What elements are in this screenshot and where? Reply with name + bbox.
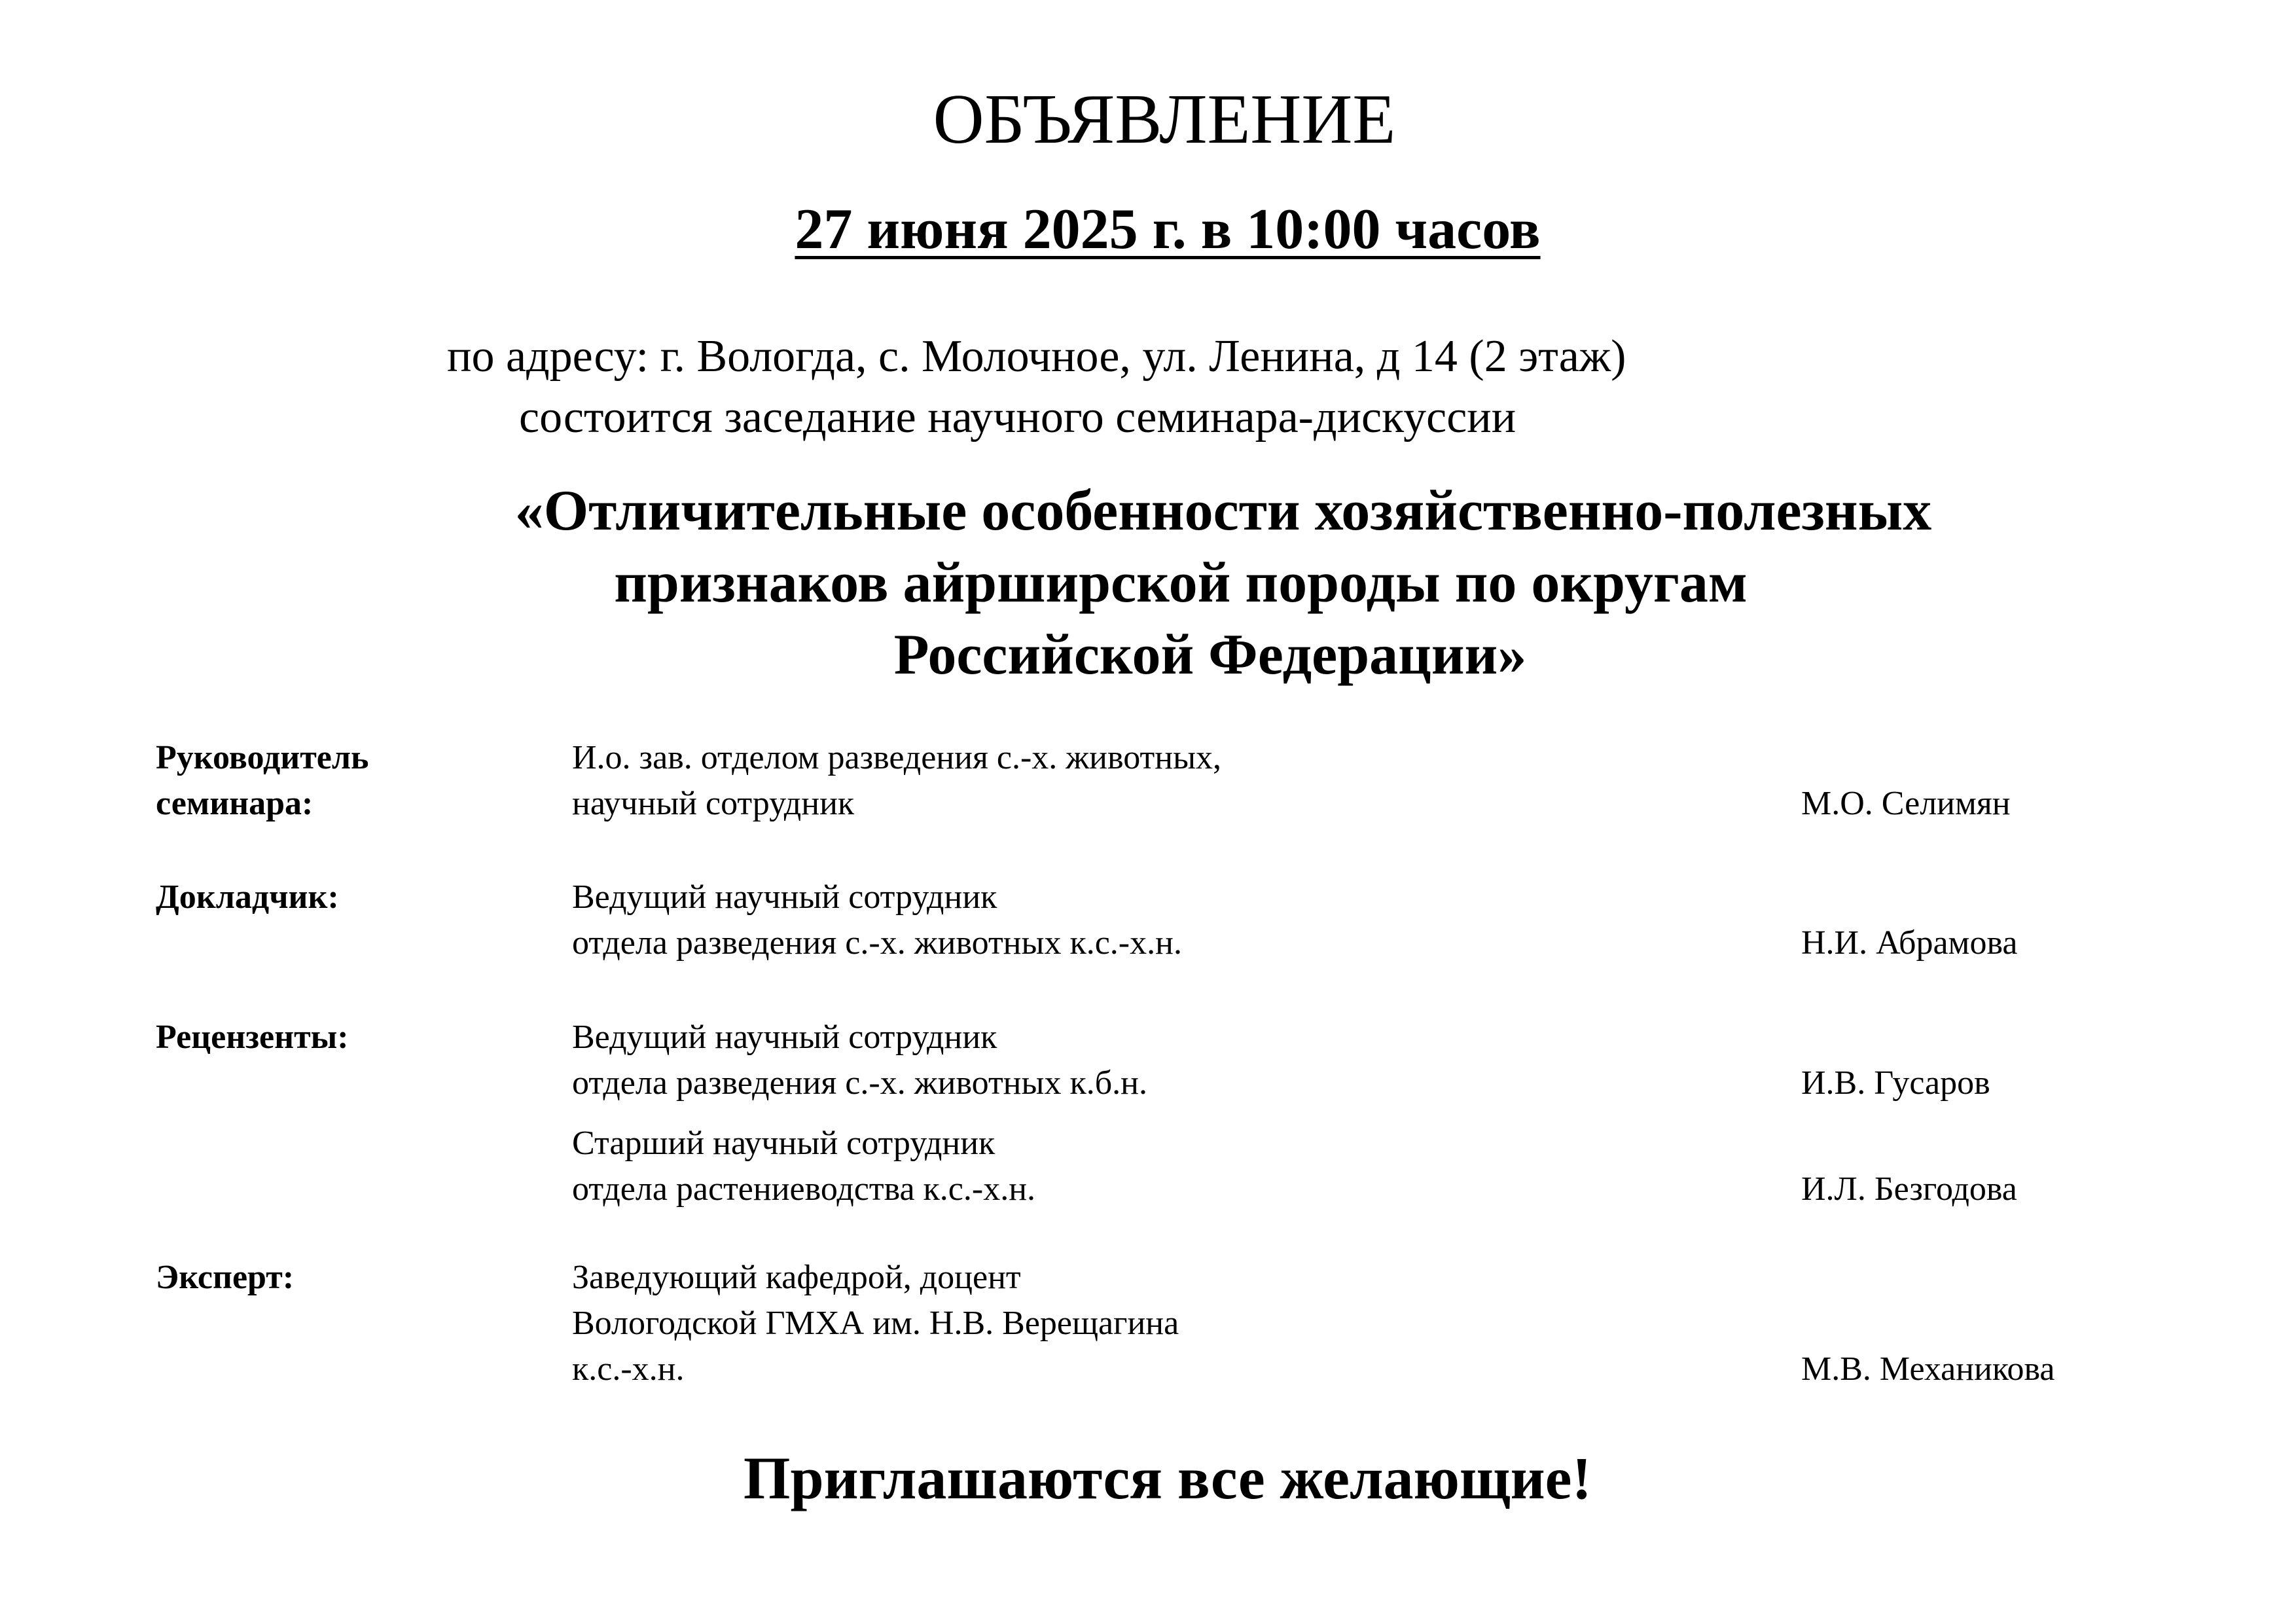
invitation-text: Приглашаются все желающие! <box>743 1445 1592 1511</box>
event-description: состоится заседание научного семинара-дискуссии <box>519 392 1516 442</box>
seminar-topic-line-2: признаков айрширской породы по округам <box>614 551 1748 615</box>
speaker-position-line-1: Ведущий научный сотрудник <box>572 878 997 916</box>
event-date-time: 27 июня 2025 г. в 10:00 часов <box>795 198 1541 261</box>
reviewer-2-position-line-2: отдела растениеводства к.с.-х.н. <box>572 1170 1036 1208</box>
reviewers-label: Рецензенты: <box>156 1019 349 1056</box>
event-address: по адресу: г. Вологда, с. Молочное, ул. Ленина, д 14 (2 этаж) <box>447 331 1626 382</box>
speaker-position-line-2: отдела разведения с.-х. животных к.с.-х.н. <box>572 924 1182 962</box>
leader-label-line-1: Руководитель <box>156 739 369 776</box>
speaker-name: Н.И. Абрамова <box>1801 924 2018 962</box>
leader-position-line-1: И.о. зав. отделом разведения с.-х. животных, <box>572 739 1222 776</box>
announcement-title: ОБЪЯВЛЕНИЕ <box>933 81 1396 158</box>
expert-position-line-2: Вологодской ГМХА им. Н.В. Верещагина <box>572 1305 1179 1342</box>
expert-position-line-3: к.с.-х.н. <box>572 1350 685 1388</box>
expert-name: М.В. Механикова <box>1801 1350 2055 1388</box>
speaker-label: Докладчик: <box>156 878 339 916</box>
expert-label: Эксперт: <box>156 1259 295 1296</box>
leader-label-line-2: семинара: <box>156 785 314 822</box>
leader-position-line-2: научный сотрудник <box>572 785 855 822</box>
seminar-topic-line-3: Российской Федерации» <box>893 623 1527 687</box>
expert-position-line-1: Заведующий кафедрой, доцент <box>572 1259 1021 1296</box>
reviewer-2-name: И.Л. Безгодова <box>1801 1170 2017 1208</box>
reviewer-1-name: И.В. Гусаров <box>1801 1064 1990 1102</box>
reviewer-1-position-line-1: Ведущий научный сотрудник <box>572 1019 997 1056</box>
leader-name: М.О. Селимян <box>1801 785 2011 822</box>
reviewer-1-position-line-2: отдела разведения с.-х. животных к.б.н. <box>572 1064 1147 1102</box>
seminar-topic-line-1: «Отличительные особенности хозяйственно-полезных <box>514 479 1932 543</box>
reviewer-2-position-line-1: Старший научный сотрудник <box>572 1125 996 1162</box>
